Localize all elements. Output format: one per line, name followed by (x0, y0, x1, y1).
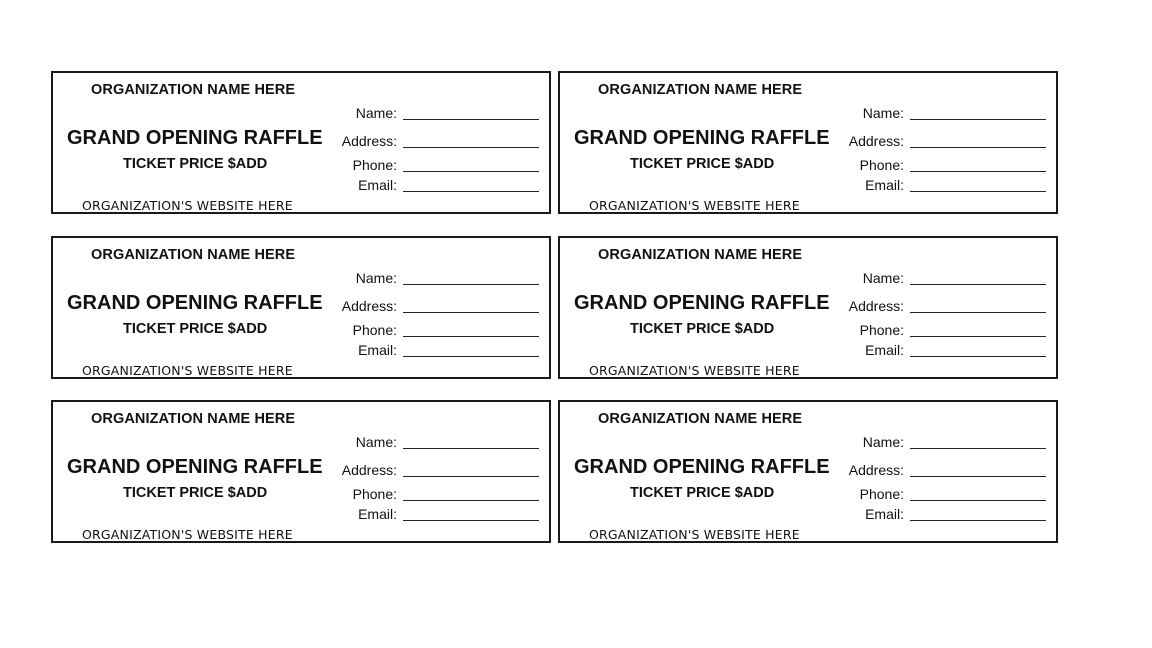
raffle-ticket (51, 400, 551, 543)
raffle-ticket (51, 236, 551, 379)
name-label: Name: (862, 105, 904, 121)
ticket-price: TICKET PRICE $ADD (123, 156, 268, 172)
raffle-title: GRAND OPENING RAFFLE (574, 127, 830, 149)
email-line (403, 356, 539, 357)
address-line (403, 147, 539, 148)
ticket-price: TICKET PRICE $ADD (630, 321, 775, 337)
name-label: Name: (355, 434, 397, 450)
phone-line (403, 336, 539, 337)
raffle-title: GRAND OPENING RAFFLE (574, 456, 830, 478)
email-label: Email: (358, 177, 397, 193)
organization-name: ORGANIZATION NAME HERE (598, 82, 803, 98)
name-line (403, 448, 539, 449)
raffle-title: GRAND OPENING RAFFLE (67, 292, 323, 314)
name-line (403, 119, 539, 120)
address-label: Address: (341, 462, 397, 478)
ticket-price: TICKET PRICE $ADD (630, 485, 775, 501)
name-label: Name: (355, 105, 397, 121)
phone-label: Phone: (859, 157, 904, 173)
phone-line (910, 336, 1046, 337)
raffle-title: GRAND OPENING RAFFLE (67, 456, 323, 478)
organization-name: ORGANIZATION NAME HERE (598, 411, 803, 427)
email-label: Email: (358, 342, 397, 358)
email-label: Email: (865, 342, 904, 358)
organization-website: ORGANIZATION'S WEBSITE HERE (589, 363, 800, 378)
name-label: Name: (862, 434, 904, 450)
name-line (910, 119, 1046, 120)
phone-line (403, 500, 539, 501)
raffle-ticket (558, 71, 1058, 214)
raffle-ticket (558, 400, 1058, 543)
ticket-price: TICKET PRICE $ADD (123, 485, 268, 501)
phone-line (910, 171, 1046, 172)
phone-label: Phone: (352, 322, 397, 338)
organization-name: ORGANIZATION NAME HERE (91, 411, 296, 427)
organization-name: ORGANIZATION NAME HERE (91, 82, 296, 98)
name-line (910, 448, 1046, 449)
email-line (403, 520, 539, 521)
email-line (910, 191, 1046, 192)
organization-website: ORGANIZATION'S WEBSITE HERE (82, 363, 293, 378)
phone-line (910, 500, 1046, 501)
address-label: Address: (848, 133, 904, 149)
email-label: Email: (358, 506, 397, 522)
phone-label: Phone: (352, 157, 397, 173)
organization-website: ORGANIZATION'S WEBSITE HERE (82, 527, 293, 542)
address-line (403, 312, 539, 313)
address-label: Address: (341, 298, 397, 314)
address-label: Address: (848, 462, 904, 478)
raffle-ticket (51, 71, 551, 214)
name-label: Name: (862, 270, 904, 286)
ticket-price: TICKET PRICE $ADD (123, 321, 268, 337)
address-line (910, 147, 1046, 148)
name-label: Name: (355, 270, 397, 286)
phone-label: Phone: (352, 486, 397, 502)
email-line (910, 356, 1046, 357)
organization-name: ORGANIZATION NAME HERE (598, 247, 803, 263)
email-line (910, 520, 1046, 521)
phone-label: Phone: (859, 486, 904, 502)
organization-name: ORGANIZATION NAME HERE (91, 247, 296, 263)
email-line (403, 191, 539, 192)
phone-label: Phone: (859, 322, 904, 338)
raffle-title: GRAND OPENING RAFFLE (67, 127, 323, 149)
ticket-price: TICKET PRICE $ADD (630, 156, 775, 172)
organization-website: ORGANIZATION'S WEBSITE HERE (589, 527, 800, 542)
organization-website: ORGANIZATION'S WEBSITE HERE (589, 198, 800, 213)
name-line (910, 284, 1046, 285)
address-label: Address: (341, 133, 397, 149)
phone-line (403, 171, 539, 172)
address-label: Address: (848, 298, 904, 314)
name-line (403, 284, 539, 285)
raffle-ticket (558, 236, 1058, 379)
email-label: Email: (865, 506, 904, 522)
email-label: Email: (865, 177, 904, 193)
address-line (403, 476, 539, 477)
address-line (910, 312, 1046, 313)
organization-website: ORGANIZATION'S WEBSITE HERE (82, 198, 293, 213)
raffle-title: GRAND OPENING RAFFLE (574, 292, 830, 314)
address-line (910, 476, 1046, 477)
